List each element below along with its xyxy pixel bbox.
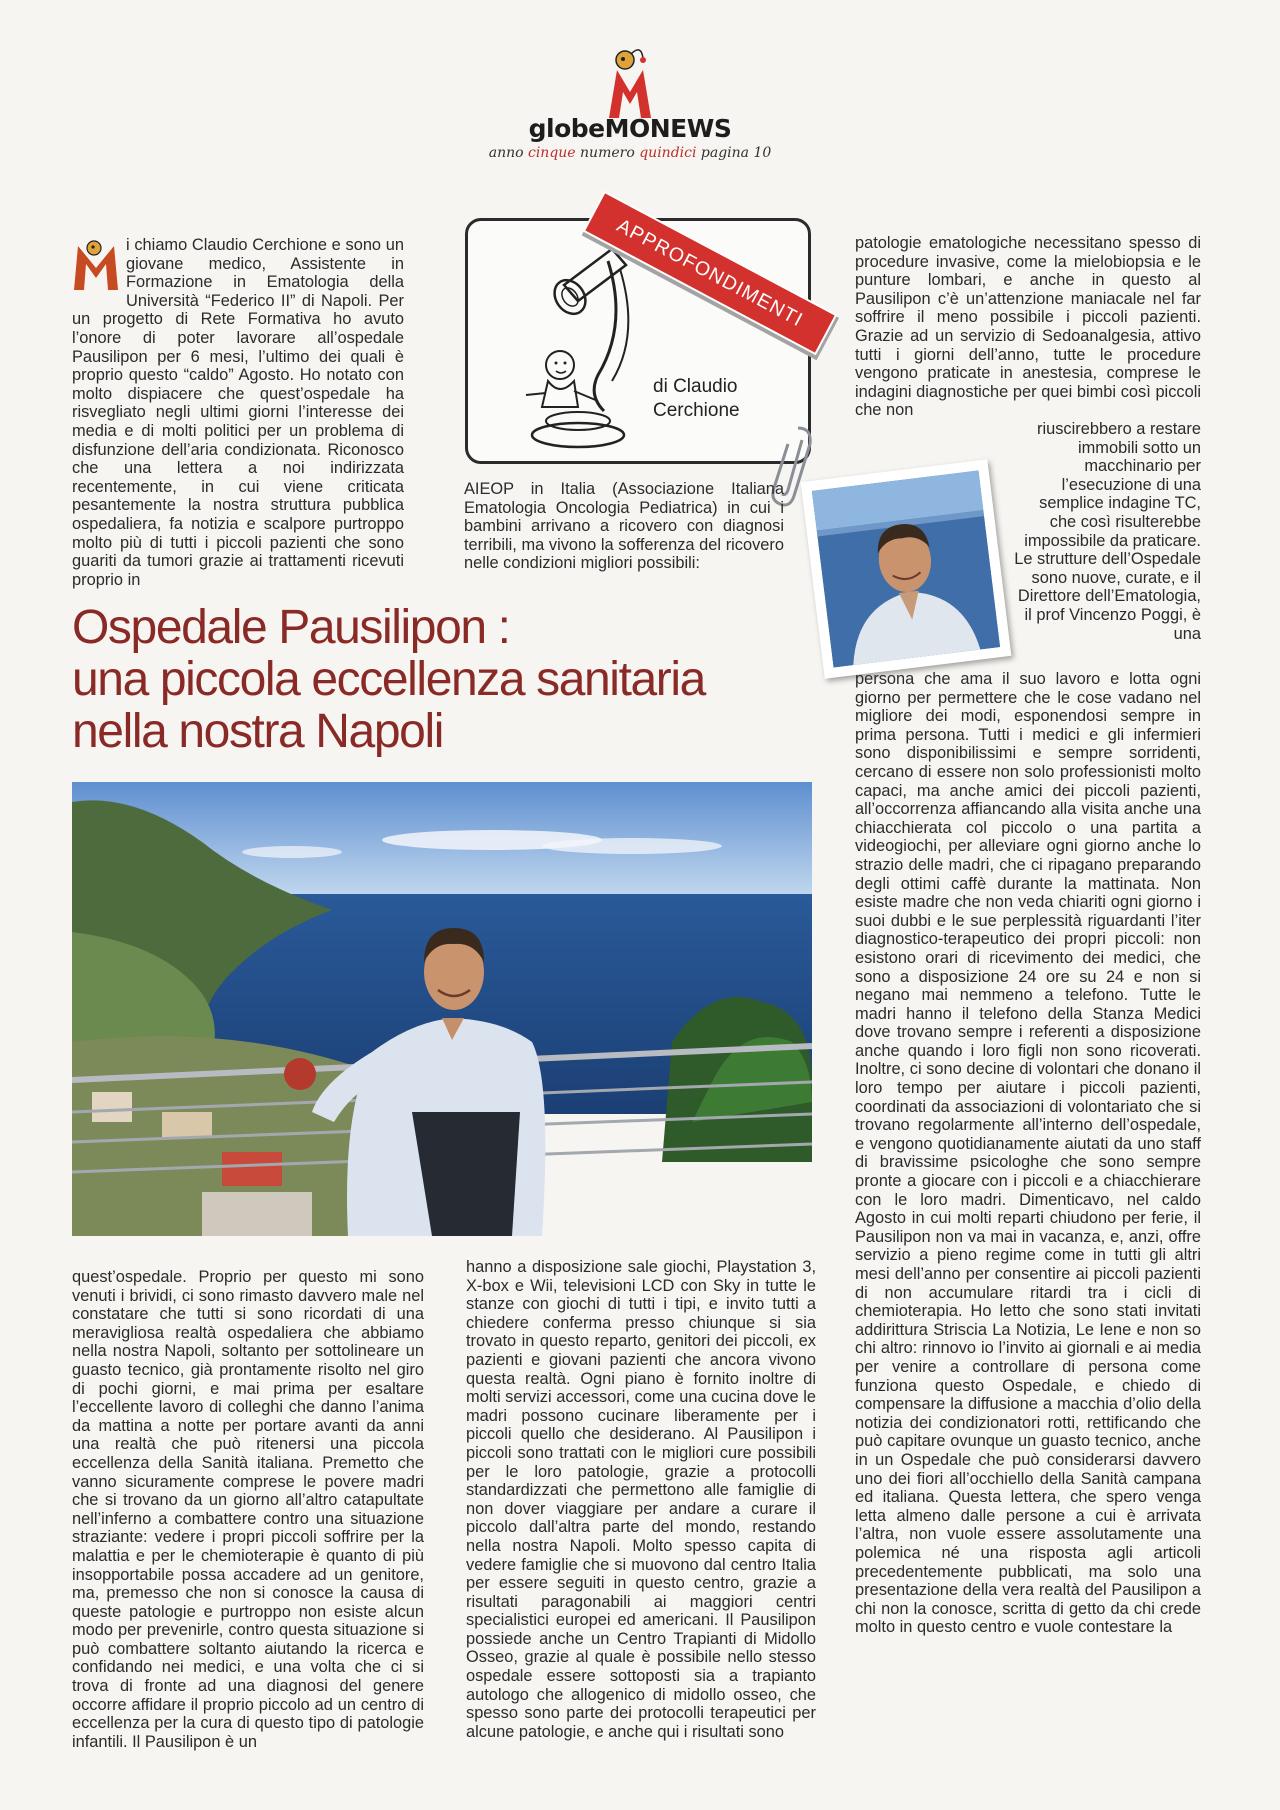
left-bottom-paragraph: quest’ospedale. Proprio per questo mi sono venuti i brividi, ci sono rimasto davvero male nel constatare che tutti si sono ricordati di una meravigliosa realtà ospedaliera che abbiamo nella nostra Napoli, soltanto per sottolineare un guasto tecnico, già prontamente risolto nel giro di pochi giorni, e mai prima per esaltare l’eccellente lavoro di colleghi che danno l’anima da mattina a notte per portare avanti da anni una realtà che può ritenersi una piccola eccellenza della Sanità italiana. Premetto che vanno sicuramente comprese le povere madri che si trovano da un giorno all’altro catapultate nell’inferno a combattere contro una situazione straziante: vedere i propri piccoli soffrire per la malattia e per le chemioterapie è quanto di più insopportabile possa accadere ad un genitore, ma, premesso che non si conosce la causa di queste patologie e purtroppo non esiste alcun modo per prevenirle, contro questa situazione si può combattere soltanto aiutando la ricerca e confidando nei medici, e una volta che ci si trova di fronte ad una diagnosi del genere occorre affidare il proprio piccolo ad un centro di eccellenza per la cura di questo tipo di patologie infantili. Il Pausilipon è un — [72, 1268, 424, 1751]
intro-paragraph — [72, 236, 404, 589]
right-wrap-paragraph: riuscirebbero a restare immobili sotto un macchinario per l’esecuzione di una semplice indagine TC, che così risulterebbe impossibile da praticare. Le strutture dell’Ospedale sono nuove, curate, e il Direttore dell’Ematologia, il prof Vincenzo Poggi, è una — [1014, 420, 1201, 643]
intro-text: i chiamo Claudio Cerchione e sono un giovane medico, Assistente in Formazione in Ematologia della Università “Federico II” di Napoli. Per un progetto di Rete Formativa ho avuto l’onore di poter lavorare all’ospedale Pausilipon per 6 mesi, l’ultimo dei quali è proprio questo “caldo” Agosto. Ho notato con molto dispiacere che quest’ospedale ha risvegliato negli ultimi giorni l’interesse dei media e di molti politici per un problema di disfunzione dell’aria condizionata. Riconosco che una lettera a noi indirizzata recentemente, in cui viene criticata pesantemente la nostra struttura pubblica ospedaliera, fa notizia e scalpore purtroppo molto più di tutti i piccoli pazienti che sono guariti da tumori grazie ai trattamenti ricevuti proprio in — [72, 236, 404, 589]
title-line-2: una piccola eccellenza sanitaria — [72, 653, 705, 706]
masthead — [470, 40, 790, 161]
section-tag: APPROFONDIMENTI — [585, 193, 834, 352]
issue-year: cinque — [527, 145, 576, 161]
title-line-1: Ospedale Pausilipon : — [72, 601, 510, 654]
masthead-name: globeMONEWS — [528, 114, 732, 143]
middle-top-paragraph: AIEOP in Italia (Associazione Italiana Ematologia Oncologia Pediatrica) in cui i bambini arrivano a ricovero con diagnosi terribili, ma vivono la sofferenza del ricovero nelle condizioni migliori possibili: — [464, 480, 784, 573]
page-bottom-fade — [0, 1760, 1280, 1810]
byline — [653, 375, 740, 423]
issue-line — [470, 145, 790, 161]
issue-page: pagina 10 — [696, 145, 772, 161]
author-portrait-image-icon — [812, 470, 1000, 667]
issue-number: quindici — [639, 145, 697, 161]
middle-bottom-paragraph: hanno a disposizione sale giochi, Playstation 3, X-box e Wii, televisioni LCD con Sky in tutte le stanze con giochi di tutti i tipi, e invito tutti a chiedere conferma presso chiunque si sia trovato in questo reparto, genitori dei piccoli, ex pazienti e giovani pazienti che ancora vivono questa realtà. Ogni piano è fornito inoltre di molti servizi accessori, come una cucina dove le madri possono cucinare liberamente per i piccoli quello che desiderano. Al Pausilipon i piccoli sono trattati con le migliori cure possibili per le loro patologie, grazie a protocolli standardizzati che permettono alle famiglie di non dover viaggiare per andare a curare il piccolo dall’altra parte del mondo, restando nella nostra Napoli. Molto spesso capita di vedere famiglie che si muovono dal centro Italia per essere seguiti in questo centro, grazie a risultati paragonabili ai maggiori centri specialistici europei ed americani. Il Pausilipon possiede anche un Centro Trapianti di Midollo Osseo, grazie al quale è possibile nello stesso ospedale essere sottoposti sia a trapianto autologo che allogenico di midollo osseo, che spesso sono parte dei protocolli terapeutici per alcune patologie, e anche qui i risultati sono — [466, 1258, 816, 1741]
issue-prefix: anno — [488, 145, 528, 161]
issue-mid: numero — [575, 145, 640, 161]
main-photo-image-icon — [72, 782, 812, 1236]
dropcap — [72, 238, 120, 292]
byline-surname: Cerchione — [653, 400, 740, 421]
byline-prefix: di Claudio — [653, 376, 738, 397]
right-bottom-paragraph: persona che ama il suo lavoro e lotta ogni giorno per permettere che le cose vadano nel migliore dei modi, esponendosi sempre in prima persona. Tutti i medici e gli infermieri sono disponibilissimi e sempre sorridenti, cercano di essere non solo professionisti molto capaci, ma anche amici dei piccoli pazienti, all’occorrenza affiancando alla visita anche una chiacchierata col piccolo o una partita a videogiochi, per alleviare ogni giorno anche lo strazio delle madri, che ci ripagano preparando degli ottimi caffè durante la mattinata. Non esiste madre che non veda chiariti ogni giorno i suoi dubbi e le sue perplessità riguardanti l’iter diagnostico-terapeutico dei propri piccoli: non esistono orari di ricevimento dei medici, che sono a disposizione 24 ore su 24 e non si negano mai nemmeno a telefono. Tutte le madri hanno il telefono della Stanza Medici dove trovano sempre i referenti a disposizione anche quando i loro figli non sono ricoverati. Inoltre, ci sono decine di volontari che donano il loro tempo per aiutare i piccoli pazienti, coordinati da associazioni di volontariato che si trovano regolarmente all’interno dell’ospedale, e vengono quotidianamente aiutati da uno staff di bravissime psicologhe che sono sempre pronte a giocare con i piccoli e a chiacchierare con le loro madri. Dimenticavo, nel caldo Agosto in cui molti reparti chiudono per ferie, il Pausilipon non va mai in vacanza, e, anzi, offre servizio a pieno regime come in tutti gli altri mesi dell’anno per consentire ai piccoli pazienti di non accumulare ritardi tra i cicli di chemioterapia. Ho letto che sono stati invitati addirittura Striscia La Notizia, Le Iene e non so chi altro: rinnovo io l’invito ai giornali e ai media per venire a controllare di persona come funziona questo Ospedale, e chiedo di compensare la diffusione a macchia d’olio della notizia dei condizionatori rotti, rettificando che può capitare ovunque un guasto tecnico, anche in un Ospedale che può considerarsi davvero uno dei fiori all’occhiello della Sanità campana ed italiana. Questa lettera, che spero venga letta almeno dalle persone a cui è arrivata l’altra, non vuole essere assolutamente una polemica né una risposta agli articoli precedentemente pubblicati, ma solo una presentazione della vera realtà del Pausilipon a chi non la conosce, scritta di getto da chi crede molto in questo centro e vuole contestare la — [855, 670, 1201, 1637]
article-title — [72, 602, 772, 758]
author-photo-small — [801, 459, 1012, 678]
globemonews-logo-icon — [595, 40, 665, 120]
right-top-paragraph: patologie ematologiche necessitano spesso di procedure invasive, come la mielobiopsia e le punture lombari, e anche in questo al Pausilipon c’è un’attenzione maniacale nel far soffrire il meno possibile i piccoli pazienti. Grazie ad un servizio di Sedoanalgesia, attivo tutti i giorni dell’anno, tutte le procedure vengono praticate in anestesia, comprese le indagini diagnostiche per quei bimbi così piccoli che non — [855, 234, 1201, 420]
dropcap-letter — [72, 238, 73, 239]
title-line-3: nella nostra Napoli — [72, 705, 443, 758]
dropcap-m-icon — [72, 238, 120, 292]
